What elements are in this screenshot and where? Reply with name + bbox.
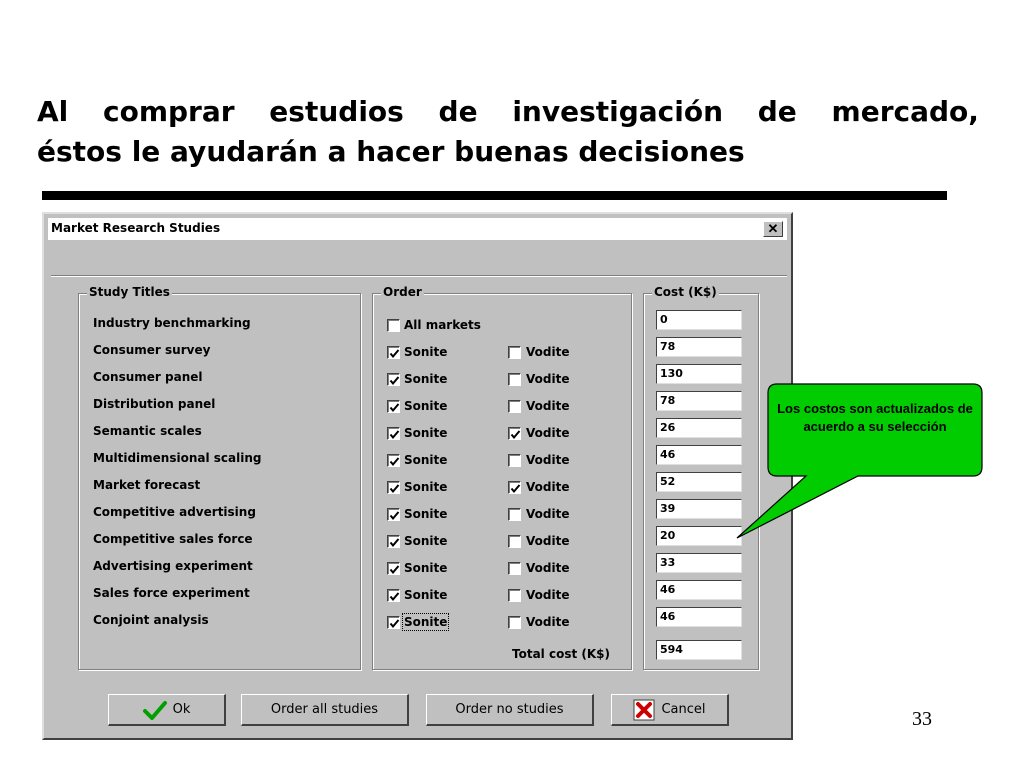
order-no-studies-label: Order no studies bbox=[455, 702, 564, 717]
study-cost-field[interactable]: 46 bbox=[656, 580, 742, 600]
vodite-label: Vodite bbox=[526, 399, 570, 413]
sonite-label: Sonite bbox=[404, 561, 448, 575]
sonite-label: Sonite bbox=[404, 345, 448, 359]
study-cost-field[interactable]: 0 bbox=[656, 310, 742, 330]
study-cost-field[interactable]: 46 bbox=[656, 445, 742, 465]
study-cost-field[interactable]: 33 bbox=[656, 553, 742, 573]
title-word: comprar bbox=[103, 95, 235, 128]
study-title: Competitive sales force bbox=[93, 532, 253, 546]
vodite-label: Vodite bbox=[526, 507, 570, 521]
sonite-label: Sonite bbox=[404, 588, 448, 602]
title-word: de bbox=[438, 95, 478, 128]
sonite-label: Sonite bbox=[404, 534, 448, 548]
study-titles-label: Study Titles bbox=[89, 285, 170, 299]
study-title: Advertising experiment bbox=[93, 559, 253, 573]
all-markets-label: All markets bbox=[404, 318, 481, 332]
study-cost-field[interactable]: 130 bbox=[656, 364, 742, 384]
vodite-label: Vodite bbox=[526, 345, 570, 359]
vodite-label: Vodite bbox=[526, 372, 570, 386]
study-title: Market forecast bbox=[93, 478, 201, 492]
total-cost-label: Total cost (K$) bbox=[512, 647, 610, 661]
study-cost-field[interactable]: 46 bbox=[656, 607, 742, 627]
study-title: Conjoint analysis bbox=[93, 613, 209, 627]
study-title: Semantic scales bbox=[93, 424, 202, 438]
study-cost-field[interactable]: 26 bbox=[656, 418, 742, 438]
title-word: Al bbox=[37, 95, 69, 128]
study-cost-field[interactable]: 39 bbox=[656, 499, 742, 519]
vodite-label: Vodite bbox=[526, 534, 570, 548]
study-title: Competitive advertising bbox=[93, 505, 256, 519]
study-title: Sales force experiment bbox=[93, 586, 250, 600]
vodite-label: Vodite bbox=[526, 480, 570, 494]
cancel-button-label: Cancel bbox=[661, 702, 706, 717]
study-title: Consumer panel bbox=[93, 370, 203, 384]
sonite-label: Sonite bbox=[404, 372, 448, 386]
sonite-label: Sonite bbox=[404, 426, 448, 440]
order-label: Order bbox=[383, 285, 422, 299]
slide-title-line-2: éstos le ayudarán a hacer buenas decisiones bbox=[37, 135, 745, 168]
vodite-label: Vodite bbox=[526, 615, 570, 629]
study-title: Industry benchmarking bbox=[93, 316, 251, 330]
study-title: Multidimensional scaling bbox=[93, 451, 262, 465]
study-cost-field[interactable]: 20 bbox=[656, 526, 742, 546]
vodite-label: Vodite bbox=[526, 588, 570, 602]
sonite-label: Sonite bbox=[404, 453, 448, 467]
sonite-label: Sonite bbox=[404, 507, 448, 521]
study-cost-field[interactable]: 78 bbox=[656, 337, 742, 357]
vodite-label: Vodite bbox=[526, 561, 570, 575]
title-word: de bbox=[757, 95, 797, 128]
study-title: Consumer survey bbox=[93, 343, 211, 357]
sonite-label: Sonite bbox=[404, 399, 448, 413]
ok-button-label: Ok bbox=[172, 702, 191, 717]
vodite-label: Vodite bbox=[526, 426, 570, 440]
dialog-title: Market Research Studies bbox=[51, 221, 221, 235]
callout-text: Los costos son actualizados de acuerdo a su selección bbox=[777, 401, 973, 434]
title-word: estudios bbox=[269, 95, 404, 128]
sonite-label: Sonite bbox=[404, 480, 448, 494]
vodite-label: Vodite bbox=[526, 453, 570, 467]
close-icon: ✕ bbox=[767, 221, 779, 236]
study-title: Distribution panel bbox=[93, 397, 216, 411]
page-number: 33 bbox=[912, 708, 932, 730]
study-cost-field[interactable]: 78 bbox=[656, 391, 742, 411]
sonite-label: Sonite bbox=[404, 615, 448, 629]
study-cost-field[interactable]: 52 bbox=[656, 472, 742, 492]
title-word: investigación bbox=[512, 95, 724, 128]
order-all-studies-label: Order all studies bbox=[270, 702, 379, 717]
title-word: mercado, bbox=[831, 95, 979, 128]
total-cost-field[interactable]: 594 bbox=[656, 640, 742, 660]
cost-label: Cost (K$) bbox=[654, 285, 717, 299]
